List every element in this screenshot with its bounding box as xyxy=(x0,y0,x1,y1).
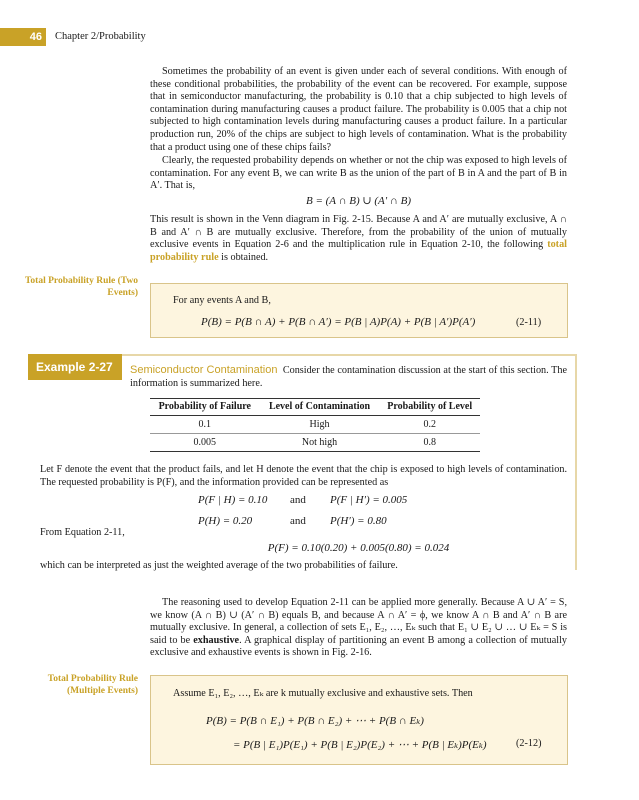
table-header: Probability of Failure xyxy=(150,399,260,416)
table-cell: 0.1 xyxy=(150,416,260,434)
rule2-equation-line2: = P(B | E₁)P(E₁) + P(B | E₂)P(E₂) + ⋯ + P(B | Eₖ)P(Eₖ) xyxy=(233,739,487,751)
table-cell: 0.005 xyxy=(150,434,260,452)
paragraph-venn-text: This result is shown in the Venn diagram in Fig. 2-15. Because A and A′ are mutually exclusive, A ∩ B and A′ ∩ B are mutually exclusive. Therefore, from the probability of the union of mutually exclusive events in Equation 2-6 and the multiplication rule in Equation 2-10, the following xyxy=(150,214,567,251)
term-exhaustive: exhaustive xyxy=(193,634,240,646)
rule2-equation-number: (2-12) xyxy=(516,738,542,749)
eq-p-h: P(H) = 0.20 xyxy=(198,515,253,527)
rule2-intro: Assume E₁, E₂, …, Eₖ are k mutually exclusive and exhaustive sets. Then xyxy=(173,688,473,699)
term-total-probability-rule: total probability rule xyxy=(150,239,567,263)
page-number: 46 xyxy=(0,28,46,46)
table-header-row xyxy=(150,399,480,416)
eq-f-given-h-prime: P(F | H′) = 0.005 xyxy=(330,494,408,506)
rule-box-multiple-events xyxy=(150,675,568,765)
paragraph-exhaustive-end: . A graphical display of partitioning an event B among a collection of mutually exclusive and exhaustive events is shown in Fig. 2-16. xyxy=(150,634,567,659)
example-text: Let F denote the event that the product fails, and let H denote the event that the chip is exposed to high levels of contamination. The requested probability is P(F), and the information provided can be represented as xyxy=(40,464,567,488)
table-cell: High xyxy=(260,416,380,434)
table-header: Probability of Level xyxy=(379,399,480,416)
eq-result: P(F) = 0.10(0.20) + 0.005(0.80) = 0.024 xyxy=(267,542,450,554)
eq-f-given-h: P(F | H) = 0.10 xyxy=(198,494,268,506)
example-frame-side xyxy=(575,354,577,570)
eq-and-2: and xyxy=(290,515,306,527)
table-cell: 0.2 xyxy=(379,416,480,434)
chapter-title: Chapter 2/Probability xyxy=(55,31,146,42)
paragraph-union: Clearly, the requested probability depends on whether or not the chip was exposed to high levels of contamination. For any event B, we can write B as the union of the part of B in A and the part of B in A′. That is, xyxy=(150,155,567,192)
rule1-equation-number: (2-11) xyxy=(516,317,542,328)
contamination-table xyxy=(150,398,480,452)
table-cell: Not high xyxy=(260,434,380,452)
example-label: Example 2-27 xyxy=(28,354,122,380)
table-cell: 0.8 xyxy=(379,434,480,452)
example-conclusion: which can be interpreted as just the weighted average of the two probabilities of failure. xyxy=(40,560,398,571)
rule-box-two-events xyxy=(150,283,568,338)
from-equation: From Equation 2-11, xyxy=(40,527,125,538)
margin-label-multiple-events: Total Probability Rule (Multiple Events) xyxy=(47,674,138,696)
table-row xyxy=(150,434,480,452)
rule1-intro: For any events A and B, xyxy=(173,295,271,306)
rule2-equation-line1: P(B) = P(B ∩ E₁) + P(B ∩ E₂) + ⋯ + P(B ∩ Eₖ) xyxy=(206,715,424,727)
eq-and-1: and xyxy=(290,494,306,506)
paragraph-exhaustive xyxy=(150,597,567,660)
table-row xyxy=(150,416,480,434)
example-title: Semiconductor Contamination xyxy=(130,364,278,376)
example-frame-top xyxy=(122,354,577,356)
paragraph-exhaustive-text: The reasoning used to develop Equation 2-11 can be applied more generally. Because A ∪ A′ = S, we know (A ∩ B) ∪ (A′ ∩ B) equals B, and because A ∩ A′ = ϕ, we know A ∩ B and A′ ∩ B are mutually exclusive. In general, a collection of sets E₁, E₂, …, Eₖ such that E₁ ∪ E₂ ∪ … ∪ Eₖ = S is said to be xyxy=(150,597,567,646)
paragraph-venn xyxy=(150,214,567,264)
rule1-equation: P(B) = P(B ∩ A) + P(B ∩ A′) = P(B | A)P(A) + P(B | A′)P(A′) xyxy=(201,316,476,328)
equation-union: B = (A ∩ B) ∪ (A′ ∩ B) xyxy=(306,195,411,207)
paragraph-venn-end: is obtained. xyxy=(218,251,269,263)
eq-p-h-prime: P(H′) = 0.80 xyxy=(330,515,387,527)
example-intro-text: Consider the contamination discussion at the start of this section. The information is summarized here. xyxy=(130,365,568,389)
intro-paragraph: Sometimes the probability of an event is given under each of several conditions. With enough of these conditional probabilities, the probability of the event can be recovered. For example, suppose that in semiconductor manufacturing, the probability is 0.10 that a chip subjected to high levels of contamination during manufacturing causes a product failure. The probability is 0.005 that a chip not subjected to high contamination levels during manufacturing causes a product failure. In a particular production run, 20% of the chips are subject to high levels of contamination. What is the probability that a product using one of these chips fails? xyxy=(150,66,567,153)
example-intro xyxy=(130,364,567,390)
table-header: Level of Contamination xyxy=(260,399,380,416)
margin-label-two-events: Total Probability Rule (Two Events) xyxy=(24,276,138,298)
